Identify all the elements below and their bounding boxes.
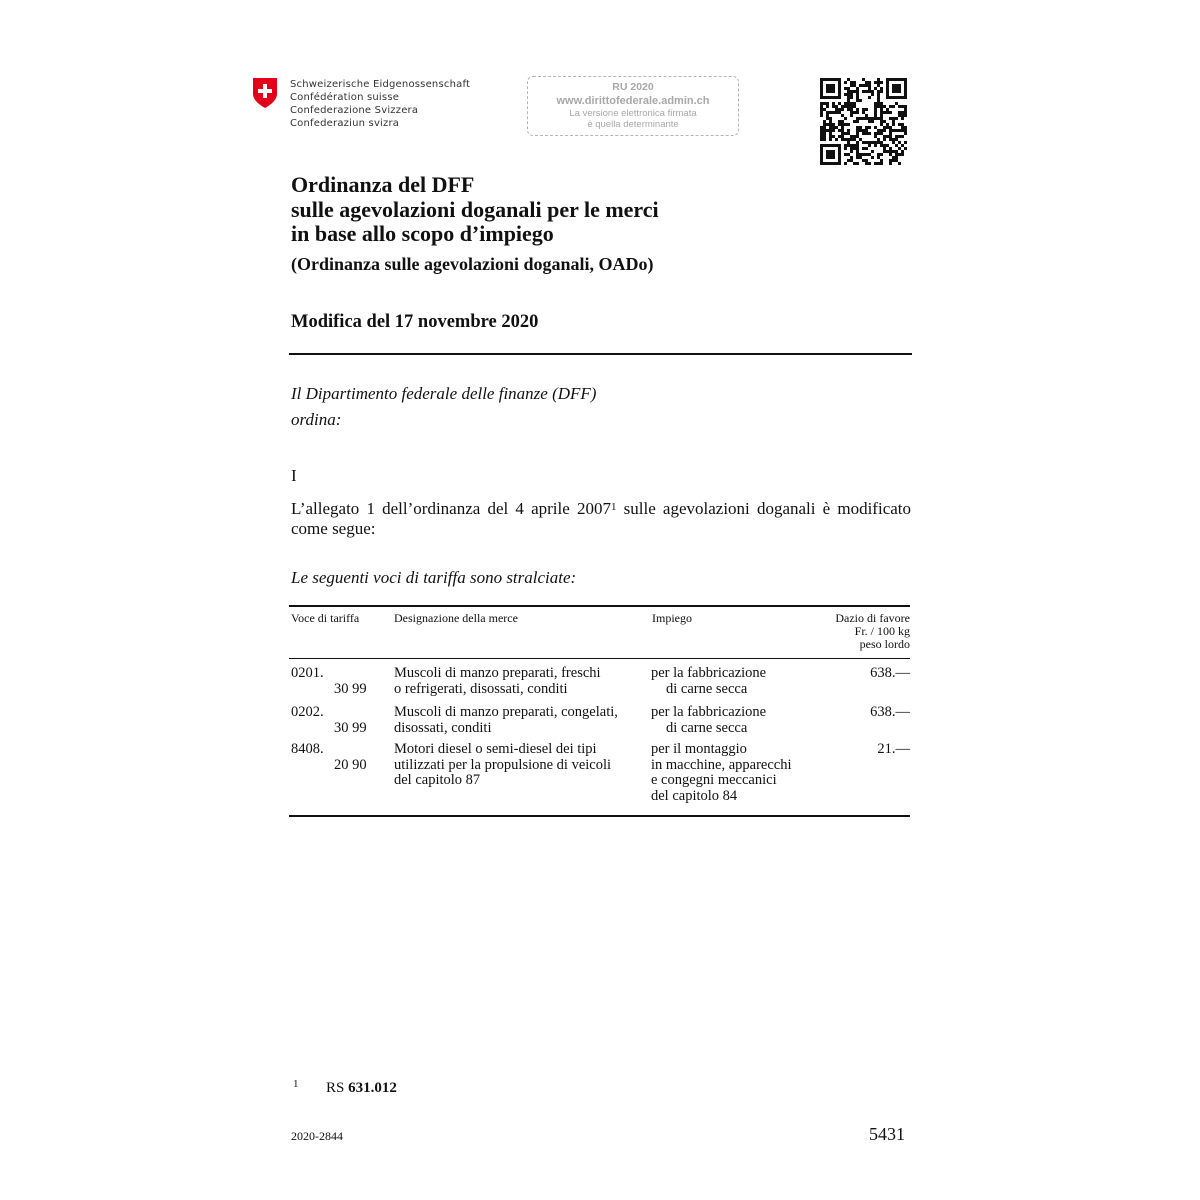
footnote-mark: 1 bbox=[293, 1078, 299, 1090]
table-bottom-rule bbox=[289, 815, 910, 817]
org-line-french: Confédération suisse bbox=[290, 92, 400, 103]
org-line-romansh: Confederaziun svizra bbox=[290, 118, 400, 129]
document-number: 2020-2844 bbox=[291, 1129, 343, 1143]
modification-date: Modifica del 17 novembre 2020 bbox=[291, 312, 539, 332]
impiego-line: in macchine, apparecchi bbox=[651, 756, 792, 773]
header-designazione: Designazione della merce bbox=[394, 611, 518, 625]
stamp-note-1: La versione elettronica firmata bbox=[569, 108, 697, 119]
title-line-2: sulle agevolazioni doganali per le merci bbox=[291, 197, 659, 222]
designazione-cell bbox=[394, 666, 601, 697]
designazione-cell bbox=[394, 742, 611, 789]
dazio-cell: 638.— bbox=[870, 665, 910, 681]
impiego-cell bbox=[651, 666, 766, 697]
header-rule bbox=[289, 353, 912, 355]
swiss-cross-shield-icon bbox=[252, 77, 278, 109]
stamp-note-2: è quella determinante bbox=[587, 119, 679, 130]
impiego-line: per la fabbricazione bbox=[651, 665, 767, 681]
paragraph-text-end: sulle agevolazioni doganali è modificato come segue: bbox=[291, 499, 912, 538]
designazione-line: o refrigerati, disossati, conditi bbox=[394, 680, 568, 697]
voce-subcode: 30 99 bbox=[334, 680, 367, 697]
footnote-reference[interactable]: 1 bbox=[610, 501, 617, 513]
header-dazio-line-2: Fr. / 100 kg bbox=[854, 624, 910, 638]
table-row bbox=[291, 705, 367, 736]
footnote-text bbox=[326, 1080, 397, 1097]
footnote-link[interactable]: 631.012 bbox=[348, 1080, 397, 1096]
header-dazio-line-1: Dazio di favore bbox=[835, 611, 910, 625]
voce-code: 8408. bbox=[291, 741, 324, 757]
title-line-3: in base allo scopo d’impiego bbox=[291, 221, 554, 246]
table-header-rule bbox=[289, 658, 910, 659]
section-number: I bbox=[291, 466, 297, 485]
preamble-line-1: Il Dipartimento federale delle finanze (DFF) bbox=[291, 384, 597, 403]
org-line-italian: Confederazione Svizzera bbox=[290, 105, 419, 116]
table-top-rule bbox=[289, 605, 910, 607]
impiego-cell bbox=[651, 742, 792, 804]
stamp-url[interactable]: www.dirittofederale.admin.ch bbox=[556, 95, 710, 107]
title-subtitle: (Ordinanza sulle agevolazioni doganali, OADo) bbox=[291, 254, 654, 274]
designazione-line: Muscoli di manzo preparati, congelati, bbox=[394, 704, 618, 720]
impiego-line: e congegni meccanici bbox=[651, 772, 777, 788]
header-impiego: Impiego bbox=[652, 611, 692, 625]
designazione-line: utilizzati per la propulsione di veicoli bbox=[394, 756, 612, 773]
table-row bbox=[291, 742, 367, 773]
table-row bbox=[291, 666, 367, 697]
header-voce: Voce di tariffa bbox=[291, 611, 360, 625]
impiego-line: per la fabbricazione bbox=[651, 704, 767, 720]
voce-code: 0202. bbox=[291, 704, 324, 720]
designazione-line: disossati, conditi bbox=[394, 719, 492, 736]
table-intro: Le seguenti voci di tariffa sono stralciate: bbox=[291, 568, 577, 587]
designazione-cell bbox=[394, 705, 618, 736]
header-dazio-line-3: peso lordo bbox=[859, 637, 910, 651]
impiego-cell bbox=[651, 705, 766, 736]
stamp-ru: RU 2020 bbox=[612, 81, 654, 93]
org-line-german: Schweizerische Eidgenossenschaft bbox=[290, 79, 471, 90]
page-number: 5431 bbox=[869, 1124, 905, 1144]
footnote-prefix: RS bbox=[326, 1080, 349, 1096]
body-paragraph bbox=[291, 499, 911, 539]
impiego-line: di carne secca bbox=[666, 680, 748, 697]
voce-subcode: 20 90 bbox=[334, 756, 367, 773]
header-dazio bbox=[790, 612, 910, 651]
designazione-line: Motori diesel o semi-diesel dei tipi bbox=[394, 741, 597, 757]
impiego-line: del capitolo 84 bbox=[651, 787, 738, 804]
designazione-line: Muscoli di manzo preparati, freschi bbox=[394, 665, 601, 681]
voce-code: 0201. bbox=[291, 665, 324, 681]
paragraph-text-start: L’allegato 1 dell’ordinanza del 4 aprile 2007 bbox=[291, 499, 611, 518]
voce-subcode: 30 99 bbox=[334, 719, 367, 736]
impiego-line: per il montaggio bbox=[651, 741, 747, 757]
preamble-line-2: ordina: bbox=[291, 410, 342, 429]
designazione-line: del capitolo 87 bbox=[394, 772, 481, 788]
dazio-cell: 21.— bbox=[877, 741, 910, 757]
official-publication-stamp bbox=[527, 76, 739, 136]
qr-code-icon bbox=[820, 78, 907, 165]
title-line-1: Ordinanza del DFF bbox=[291, 172, 475, 197]
dazio-cell: 638.— bbox=[870, 704, 910, 720]
impiego-line: di carne secca bbox=[666, 719, 748, 736]
